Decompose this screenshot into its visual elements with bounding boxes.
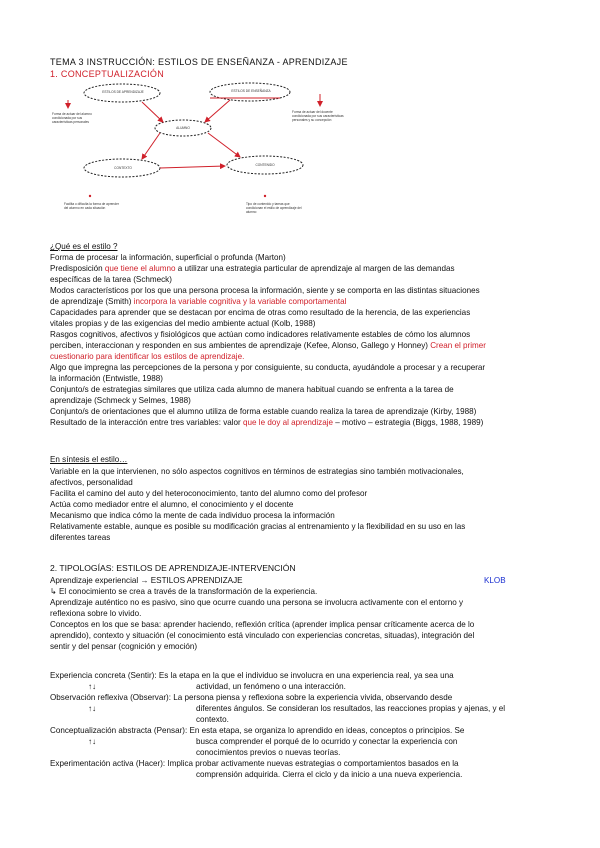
kolb-stage-text: contexto. [196, 715, 229, 724]
tipologias-line: sentir y del pensar (cognición y emoción) [50, 642, 198, 651]
tipologias-line: reflexiona sobre lo vivido. [50, 609, 142, 618]
kolb-stage-line [50, 670, 550, 681]
line-text: Conjunto/s de estrategias similares que utiliza cada alumno de manera habitual cuando se enfrenta a la tarea de [50, 385, 454, 394]
kolb-stage-label: Experimentación activa (Hacer): [50, 759, 168, 768]
tipologias-line: ↳ El conocimiento se crea a través de la transformación de la experiencia. [50, 587, 318, 596]
kolb-stage-line [50, 747, 550, 758]
estilo-line [50, 263, 486, 274]
kolb-stage-label: Observación reflexiva (Observar): [50, 693, 174, 702]
line-text: Resultado de la interacción entre tres variables: valor [50, 418, 244, 427]
line-text: de aprendizaje (Smith) [50, 297, 134, 306]
line-text: Modos característicos por los que una persona procesa la información, siente y se comporta en las distintas situaciones [50, 286, 480, 295]
kolb-stage-line [50, 736, 550, 747]
sintesis-line: afectivos, personalidad [50, 478, 133, 487]
concept-diagram-svg [50, 80, 360, 240]
line-text: específicas de la tarea (Schmeck) [50, 275, 172, 284]
estilo-line [50, 296, 486, 307]
line-text: vitales propias y de las exigencias del medio ambiente actual (Kolb, 1988) [50, 319, 316, 328]
diagram-note-right: Forma de actuar del docente condicionada por sus características personales y su concepción [292, 110, 344, 122]
estilo-line [50, 274, 486, 285]
highlight-text: Crean el primer [430, 341, 486, 350]
line-text: la información (Entwistle, 1988) [50, 374, 163, 383]
diagram-label-contexto: CONTEXTO [114, 166, 132, 170]
section-heading-conceptualizacion: 1. CONCEPTUALIZACIÓN [50, 69, 165, 79]
sintesis-line: Mecanismo que indica cómo la mente de cada individuo procesa la información [50, 511, 335, 520]
kolb-stage-line [50, 758, 550, 769]
tipologias-line: Aprendizaje auténtico no es pasivo, sino que ocurre cuando una persona se involucra activamente con el entorno y [50, 598, 464, 607]
estilo-line [50, 329, 486, 340]
sintesis-line: Facilita el camino del auto y del heteroconocimiento, tanto del alumno como del profesor [50, 489, 368, 498]
highlight-text: cuestionario para identificar los estilos de aprendizaje. [50, 352, 245, 361]
line-text: Capacidades para aprender que se destacan por encima de otras como resultado de la herencia, de las experiencias [50, 308, 471, 317]
estilo-line [50, 351, 486, 362]
estilo-line [50, 318, 486, 329]
estilo-line [50, 373, 486, 384]
line-text: a utilizar una estrategia particular de aprendizaje al margen de las demandas [175, 264, 455, 273]
diagram-label-estilos-aprendizaje: ESTILOS DE APRENDIZAJE [102, 90, 144, 94]
kolb-stage-text: En esta etapa, se organiza lo aprendido en ideas, conceptos o principios. Se [189, 726, 465, 735]
estilo-line [50, 395, 486, 406]
line-text: Predisposición [50, 264, 105, 273]
estilo-line [50, 340, 486, 351]
page-title: TEMA 3 INSTRUCCIÓN: ESTILOS DE ENSEÑANZA - APRENDIZAJE [50, 57, 348, 67]
sintesis-list [50, 466, 465, 543]
line-text: – motivo – estrategia (Biggs, 1988, 1989) [333, 418, 484, 427]
diagram-label-contenido: CONTENIDO [255, 163, 275, 167]
kolb-stage-line [50, 681, 550, 692]
kolb-stage [50, 725, 550, 758]
kolb-stage-text: Es la etapa en la que el individuo se involucra en una experiencia real, ya sea una [158, 671, 454, 680]
sintesis-line: diferentes tareas [50, 533, 111, 542]
kolb-stage-text: Implica probar activamente nuevas estrategias o comportamientos basados en la [167, 759, 459, 768]
cycle-arrow-icon: ↑↓ [88, 682, 97, 691]
concept-diagram [50, 80, 360, 240]
sintesis-line: Variable en la que intervienen, no sólo aspectos cognitivos en términos de estrategias sino también motivacionales, [50, 467, 464, 476]
kolb-stage [50, 758, 550, 780]
aprendizaje-experiencial-label: Aprendizaje experiencial → ESTILOS APRENDIZAJE [50, 576, 243, 585]
estilo-heading: ¿Qué es el estilo ? [50, 242, 118, 251]
diagram-note-bottom-right: Tipo de contenido y tareas que condicionan el estilo de aprendizaje del alumno [246, 202, 302, 214]
estilo-line [50, 307, 486, 318]
kolb-stage-line [50, 692, 550, 703]
cycle-arrow-icon: ↑↓ [88, 737, 97, 746]
estilo-line [50, 406, 486, 417]
kolb-stage-line [50, 725, 550, 736]
kolb-label: KLOB [484, 576, 506, 585]
estilo-line [50, 362, 486, 373]
kolb-stage-text: conocimientos previos o nuevas teorías. [196, 748, 341, 757]
estilo-line [50, 252, 486, 263]
estilo-line [50, 285, 486, 296]
tipologias-heading: 2. TIPOLOGÍAS: ESTILOS DE APRENDIZAJE-INTERVENCIÓN [50, 563, 296, 573]
line-text: aprendizaje (Schmeck y Selmes, 1988) [50, 396, 191, 405]
kolb-stage-text: diferentes ángulos. Se consideran los resultados, las reacciones propias y ajenas, y el [196, 704, 506, 713]
sintesis-line: Actúa como mediador entre el alumno, el conocimiento y el docente [50, 500, 294, 509]
diagram-note-bottom-left: Facilita o dificulta la forma de aprender del alumno en cada situación [64, 202, 119, 210]
highlight-text: que le doy al aprendizaje [243, 418, 334, 427]
sintesis-line: Relativamente estable, aunque es posible su modificación gracias al entrenamiento y la flexibilidad en su uso en las [50, 522, 466, 531]
diagram-note-left: Forma de actuar del alumno condicionada por sus características personales [52, 112, 92, 124]
kolb-stage [50, 670, 550, 692]
kolb-stage-line [50, 703, 550, 714]
sintesis-heading: En síntesis el estilo… [50, 455, 128, 464]
kolb-stage-text: comprensión adquirida. Cierra el ciclo y da inicio a una nueva experiencia. [196, 770, 463, 779]
kolb-stages [50, 670, 550, 780]
kolb-stage [50, 692, 550, 725]
highlight-text: que tiene el alumno [104, 264, 176, 273]
kolb-stage-text: La persona piensa y reflexiona sobre la experiencia vivida, observando desde [173, 693, 453, 702]
kolb-stage-text: actividad, un fenómeno o una interacción. [196, 682, 346, 691]
tipologias-line: Conceptos en los que se basa: aprender haciendo, reflexión crítica (aprender implica pensar críticamente acerca de lo [50, 620, 475, 629]
tipologias-text [50, 586, 474, 652]
highlight-text: incorpora la variable cognitiva y la variable comportamental [133, 297, 347, 306]
line-text: Conjunto/s de orientaciones que el alumno utiliza de forma estable cuando realiza la tarea de aprendizaje (Kirby, 1988) [50, 407, 477, 416]
diagram-label-alumno: ALUMNO [176, 126, 190, 130]
kolb-stage-line [50, 714, 550, 725]
kolb-stage-line [50, 769, 550, 780]
line-text: perciben, interaccionan y responden en sus ambientes de aprendizaje (Kefee, Alonso, Gallego y Honney) [50, 341, 431, 350]
line-text: Forma de procesar la información, superficial o profunda (Marton) [50, 253, 286, 262]
diagram-label-estilos-ensenanza: ESTILOS DE ENSEÑANZA [231, 89, 271, 93]
kolb-stage-text: busca comprender el porqué de lo ocurrido y conectar la experiencia con [196, 737, 458, 746]
line-text: Rasgos cognitivos, afectivos y fisiológicos que actúan como indicadores relativamente estables de cómo los alumnos [50, 330, 471, 339]
cycle-arrow-icon: ↑↓ [88, 704, 97, 713]
kolb-stage-label: Conceptualización abstracta (Pensar): [50, 726, 190, 735]
tipologias-line: aprendido), contexto y situación (el conocimiento está vinculado con experiencias concretas, situadas), integración del [50, 631, 475, 640]
estilo-line [50, 417, 486, 428]
estilo-line [50, 384, 486, 395]
kolb-stage-label: Experiencia concreta (Sentir): [50, 671, 159, 680]
estilo-definitions [50, 252, 486, 428]
line-text: Algo que impregna las percepciones de la persona y por consiguiente, su conducta, ayudándole a procesar y a recuperar [50, 363, 486, 372]
